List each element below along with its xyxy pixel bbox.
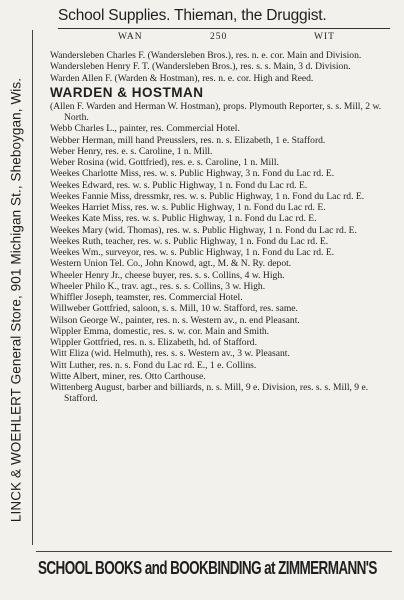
directory-entry: Weekes Harriet Miss, res. w. s. Public Highway, 1 n. Fond du Lac rd. E. bbox=[50, 202, 326, 213]
directory-entry: Witte Albert, miner, res. Otto Carthouse. bbox=[50, 370, 206, 382]
running-head bbox=[58, 30, 390, 46]
directory-entry: Wilson George W., painter, res. n. s. Western av., n. end Pleasant. bbox=[50, 314, 300, 326]
directory-entry: Western Union Tel. Co., John Knowd, agt., M. & N. Ry. depot. bbox=[50, 258, 292, 270]
directory-entry: Willweber Gottfried, saloon, s. s. Mill, 10 w. Stafford, res. same. bbox=[50, 303, 298, 315]
directory-entry: Weekes Fannie Miss, dressmkr, res. w. s. Public Highway, 1 n. Fond du Lac rd. E. bbox=[50, 190, 365, 202]
directory-entry: Weekes Charlotte Miss, res. w. s. Public Highway, 3 n. Fond du Lac rd. E. bbox=[50, 168, 335, 180]
directory-entry: Warden Allen F. (Warden & Hostman), res. n. e. cor. High and Reed. bbox=[50, 72, 314, 84]
directory-entry: Wandersleben Charles F. (Wandersleben Bros.), res. n. e. cor. Main and Division. bbox=[50, 50, 362, 61]
business-heading: WARDEN & HOSTMAN bbox=[50, 84, 204, 100]
directory-entry: Weber Rosina (wid. Gottfried), res. e. s. Caroline, 1 n. Mill. bbox=[50, 157, 279, 168]
directory-entry: Weekes Wm., surveyor, res. w. s. Public Highway, 1 n. Fond du Lac rd. E. bbox=[50, 247, 335, 258]
page-number: 250 bbox=[210, 32, 228, 42]
side-rule bbox=[32, 30, 33, 545]
side-advertisement-text: LINCK & WOEHLERT General Store, 901 Michigan St., Sheboygan, Wis. bbox=[8, 77, 24, 523]
bottom-advertisement-banner: SCHOOL BOOKS and BOOKBINDING at ZIMMERMANN'S bbox=[38, 557, 377, 578]
directory-entry: Weekes Kate Miss, res. w. s. Public Highway, 1 n. Fond du Lac rd. E. bbox=[50, 213, 317, 225]
running-head-right: WIT bbox=[314, 32, 335, 42]
directory-entry: Wheeler Henry Jr., cheese buyer, res. s. s. Collins, 4 w. High. bbox=[50, 269, 285, 281]
directory-entry: Whiffler Joseph, teamster, res. Commercial Hotel. bbox=[50, 292, 243, 303]
bottom-rule bbox=[36, 551, 392, 552]
running-head-left: WAN bbox=[118, 32, 143, 42]
directory-entry: Wittenberg August, barber and billiards, n. s. Mill, 9 e. Division, res. s. s. Mill, 9 e. Stafford. bbox=[50, 382, 369, 405]
directory-entry: Wandersleben Henry F. T. (Wandersleben Bros.), res. s. s. Main, 3 d. Division. bbox=[50, 61, 351, 73]
directory-entries bbox=[50, 50, 395, 405]
directory-entry: Webber Herman, mill hand Preusslers, res. n. s. Elizabeth, 1 e. Stafford. bbox=[50, 134, 326, 146]
directory-entry: Witt Luther, res. n. s. Fond du Lac rd. E., 1 e. Collins. bbox=[50, 359, 257, 371]
directory-entry: Weekes Ruth, teacher, res. w. s. Public Highway, 1 n. Fond du Lac rd. E. bbox=[50, 235, 329, 247]
directory-entry: Wippler Emma, domestic, res. s. w. cor. Main and Smith. bbox=[50, 325, 270, 337]
top-rule bbox=[58, 28, 390, 29]
directory-entry: Wippler Gottfried, res. n. s. Elizabeth, hd. of Stafford. bbox=[50, 337, 257, 348]
directory-entry: Webb Charles L., painter, res. Commercial Hotel. bbox=[50, 123, 240, 135]
directory-entry: Wheeler Philo K., trav. agt., res. s. s. Collins, 3 w. High. bbox=[50, 280, 266, 292]
directory-entry: (Allen F. Warden and Herman W. Hostman), props. Plymouth Reporter, s. s. Mill, 2 w. North. bbox=[50, 100, 382, 123]
directory-entry: Weekes Mary (wid. Thomas), res. w. s. Public Highway, 1 n. Fond du Lac rd. E. bbox=[50, 224, 357, 236]
top-advertisement-banner: School Supplies. Thieman, the Druggist. bbox=[58, 7, 327, 24]
directory-entry: Witt Eliza (wid. Helmuth), res. s. s. Western av., 3 w. Pleasant. bbox=[50, 348, 290, 360]
directory-entry: Weber Henry, res. e. s. Caroline, 1 n. Mill. bbox=[50, 145, 213, 157]
directory-entry: Weekes Edward, res. w. s. Public Highway, 1 n. Fond du Lac rd. E. bbox=[50, 179, 308, 191]
